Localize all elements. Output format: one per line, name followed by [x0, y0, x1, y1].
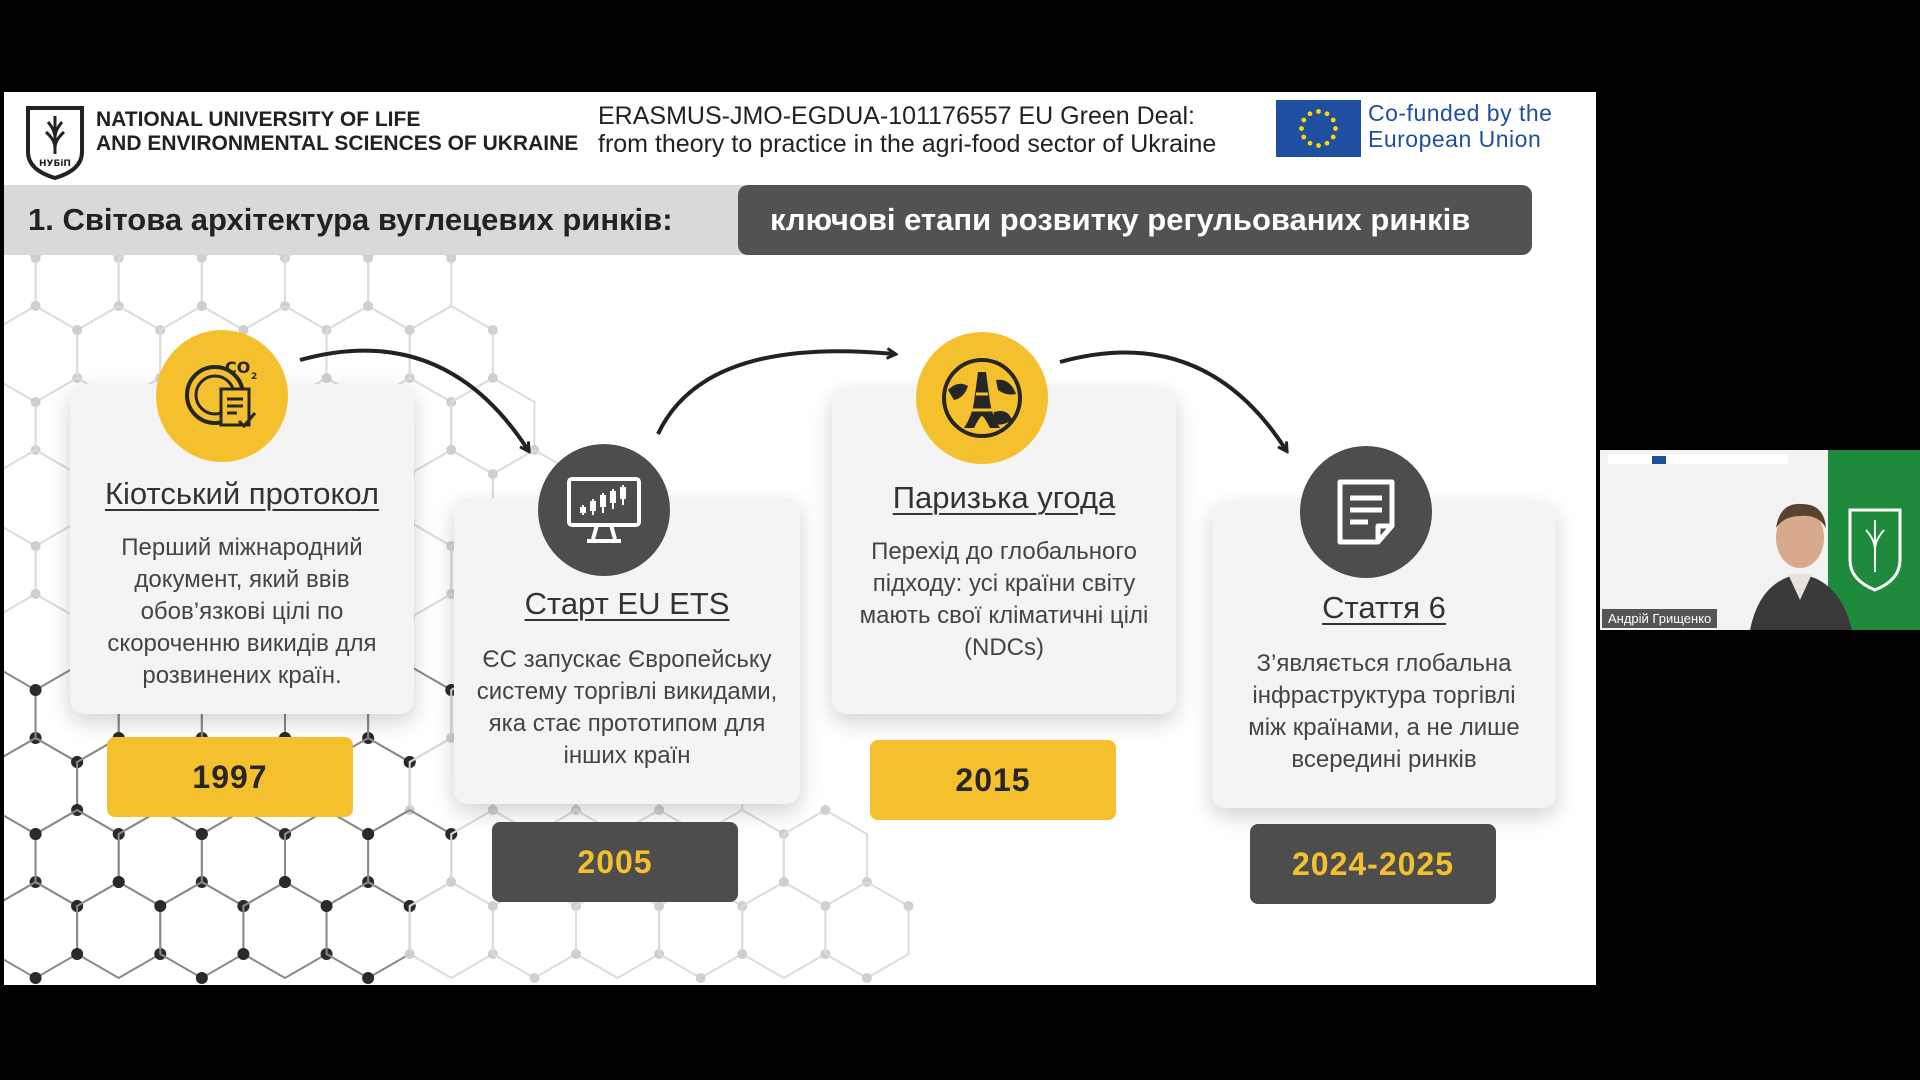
milestone-title: Паризька угода: [892, 480, 1116, 515]
participant-video-tile[interactable]: [1600, 450, 1920, 630]
university-name-line2: AND ENVIRONMENTAL SCIENCES OF UKRAINE: [96, 132, 579, 155]
arrow-1: [300, 351, 528, 450]
slide-title-right: ключові етапи розвитку регульованих ринків: [770, 202, 1471, 237]
milestone-title: Старт EU ETS: [524, 586, 730, 621]
university-name-line1: NATIONAL UNIVERSITY OF LIFE: [96, 108, 421, 131]
cofunded-line2: European Union: [1368, 126, 1542, 152]
logo-text: НУБіП: [39, 159, 71, 169]
milestone-description: З’являється глобальна інфраструктура торгівлі між країнами, а не лише всередині ринків: [1248, 650, 1520, 773]
milestone-year-badge: 2005: [492, 822, 738, 902]
arrow-3: [1060, 352, 1286, 450]
svg-text:2: 2: [251, 372, 258, 382]
milestone-year-badge: 2024-2025: [1250, 824, 1496, 904]
milestone-year-badge: 2015: [870, 740, 1116, 820]
project-title-line2: from theory to practice in the agri-food sector of Ukraine: [598, 130, 1217, 158]
video-feed: [1600, 450, 1920, 630]
timeline-arrows: [4, 92, 1596, 985]
svg-text:CO: CO: [225, 358, 251, 377]
milestone-description: Перехід до глобального підходу: усі країни світу мають свої кліматичні цілі (NDCs): [859, 538, 1149, 661]
cofunded-line1: Co-funded by the: [1368, 100, 1553, 126]
milestone-title: Кіотський протокол: [104, 476, 380, 511]
participant-name-label: Андрій Грищенко: [1602, 609, 1717, 628]
milestone-description: ЄС запускає Європейську систему торгівлі викидами, яка стає прототипом для інших країн: [476, 646, 778, 769]
milestone-title: Стаття 6: [1322, 590, 1446, 625]
presentation-slide: [4, 92, 1596, 985]
arrow-2: [658, 351, 894, 434]
slide-title-left: 1. Світова архітектура вуглецевих ринків:: [28, 202, 673, 237]
milestone-year-badge: 1997: [107, 737, 353, 817]
project-title-line1: ERASMUS-JMO-EGDUA-101176557 EU Green Deal:: [598, 102, 1195, 130]
milestone-description: Перший міжнародний документ, який ввів обов’язкові цілі по скороченню викидів для розвинених країн.: [107, 534, 377, 689]
